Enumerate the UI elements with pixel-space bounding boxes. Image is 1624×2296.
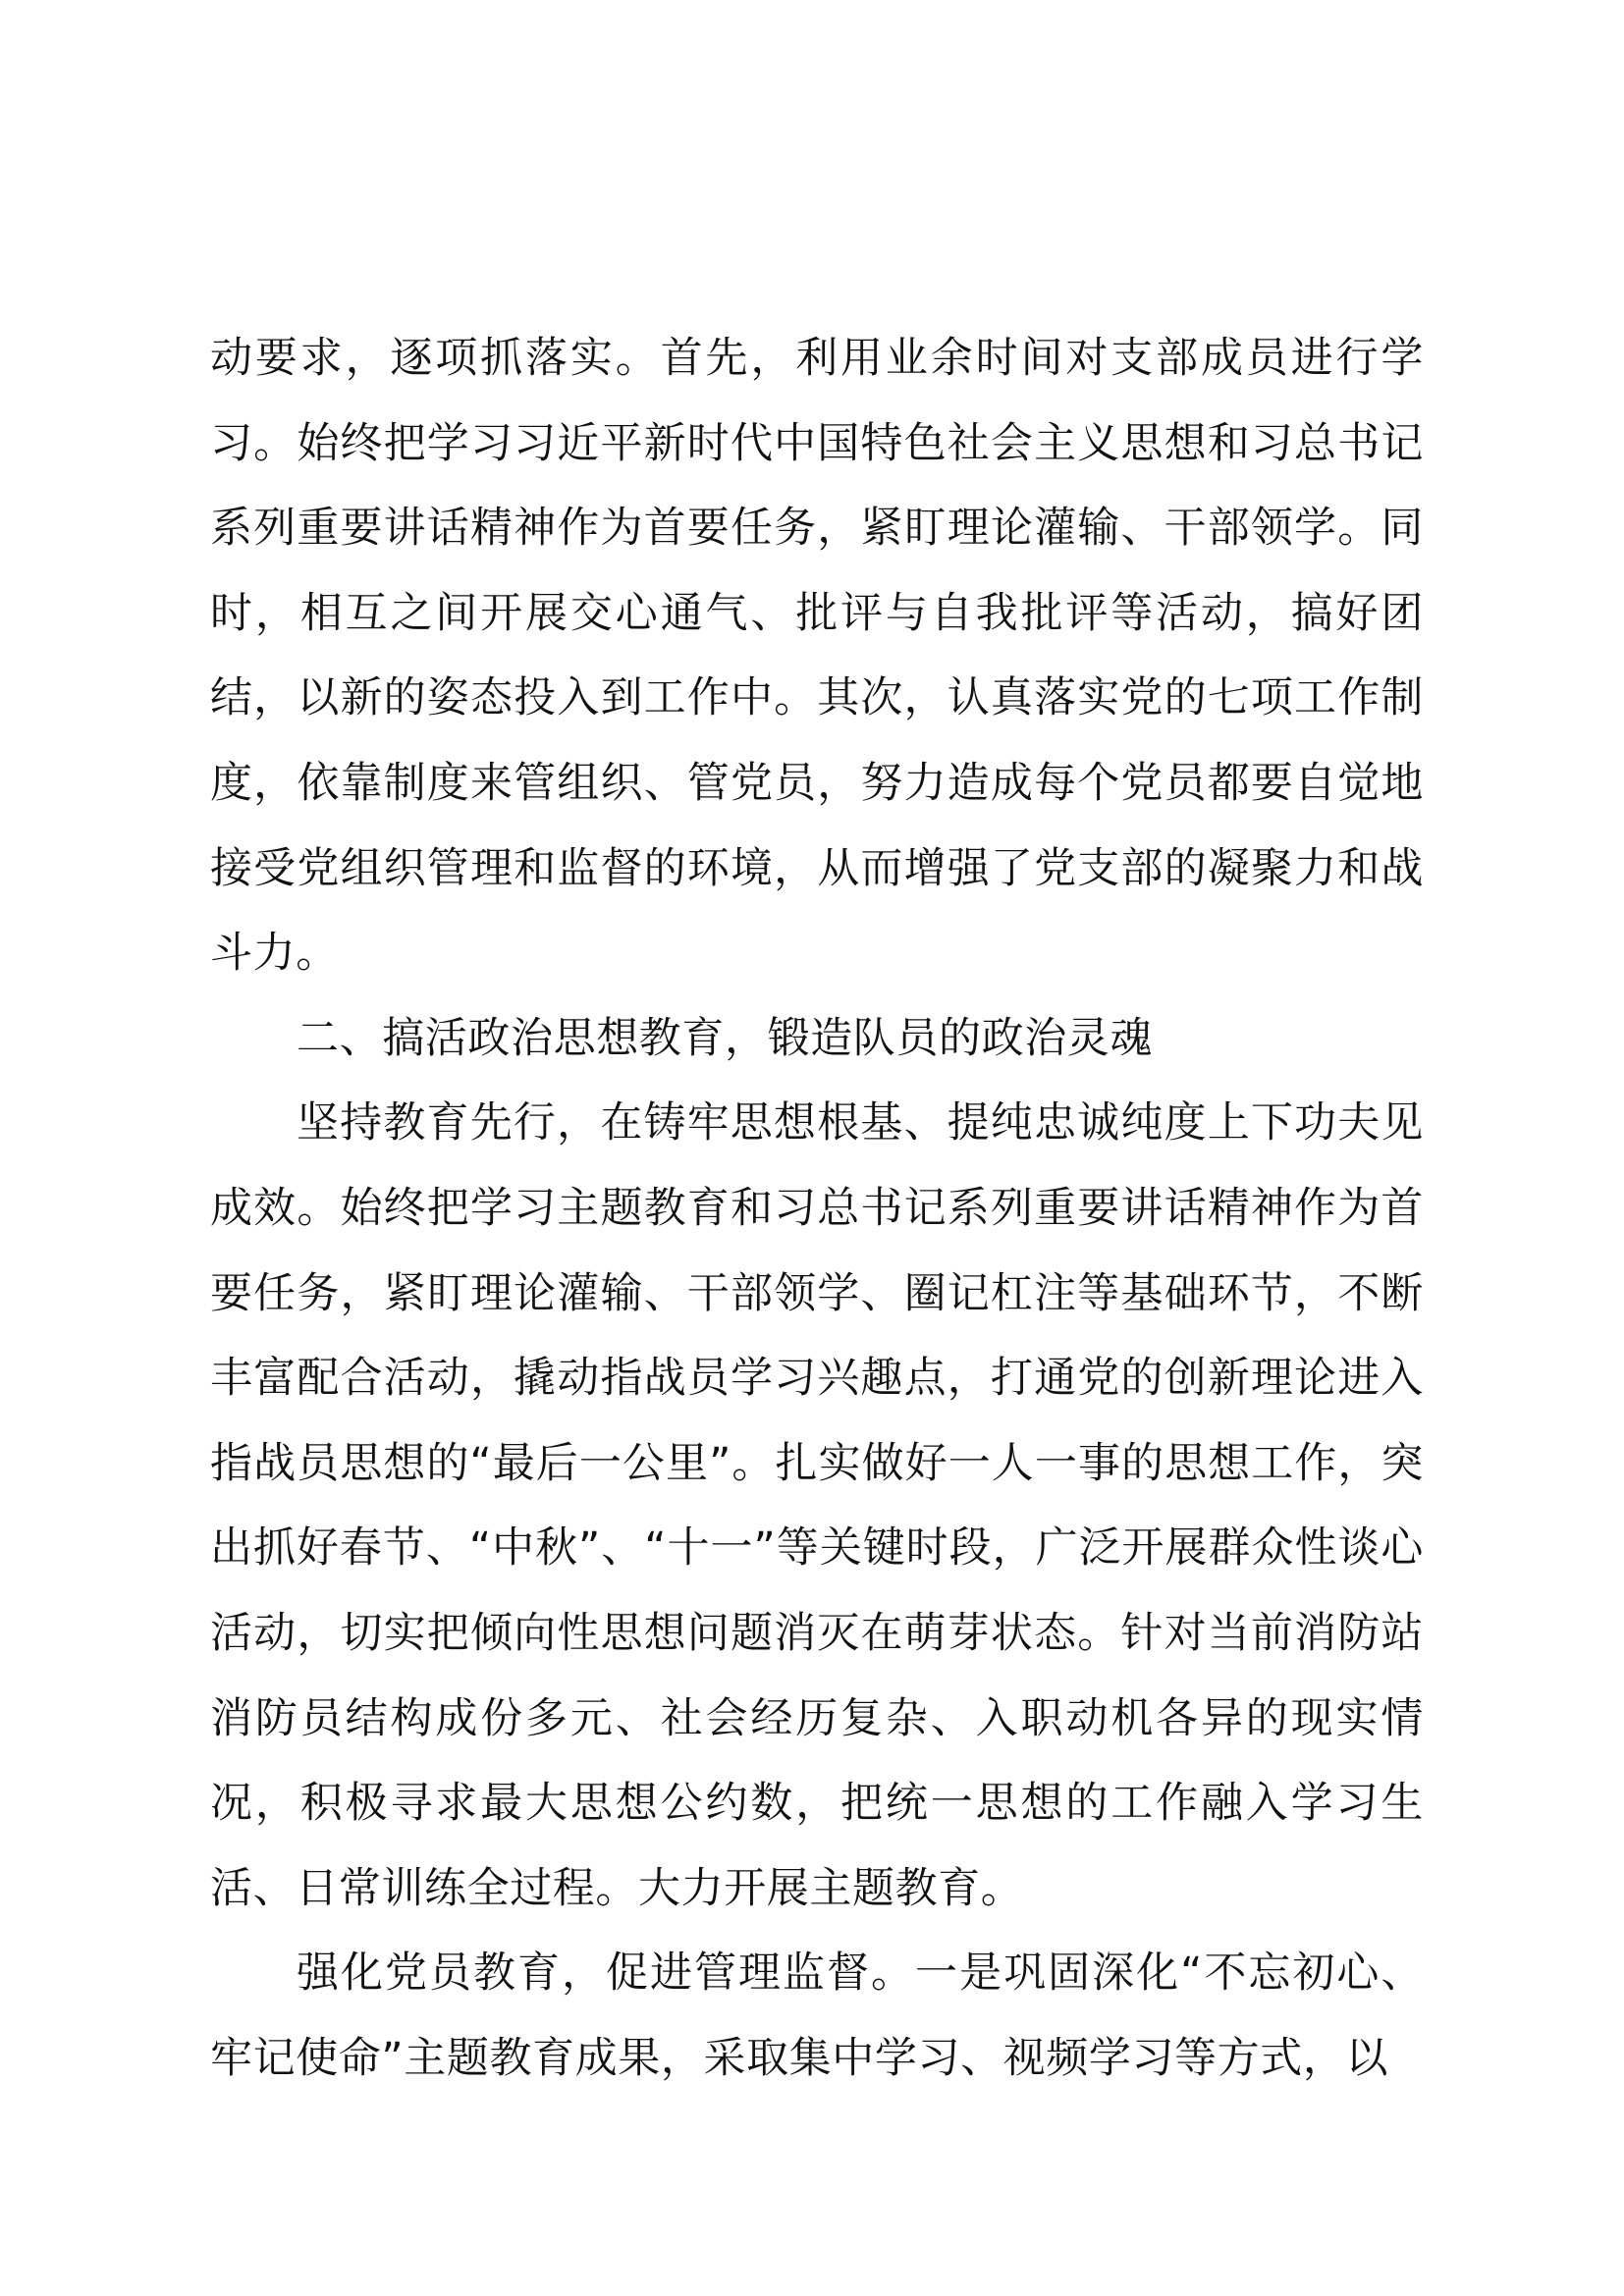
paragraph-education-first: 坚持教育先行，在铸牢思想根基、提纯忠诚纯度上下功夫见成效。始终把学习主题教育和习总书记系列重要讲话精神作为首要任务，紧盯理论灌输、干部领学、圈记杠注等基础环节，不断丰富配合活动，撬动指战员学习兴趣点，打通党的创新理论进入指战员思想的“最后一公里”。扎实做好一人一事的思想工作，突出抓好春节、“中秋”、“十一”等关键时段，广泛开展群众性谈心活动，切实把倾向性思想问题消灭在萌芽状态。针对当前消防站消防员结构成份多元、社会经历复杂、入职动机各异的现实情况，积极寻求最大思想公约数，把统一思想的工作融入学习生活、日常训练全过程。大力开展主题教育。 xyxy=(210,1098,1424,1913)
paragraph-party-member-education: 强化党员教育，促进管理监督。一是巩固深化“不忘初心、牢记使命”主题教育成果，采取集中学习、视频学习等方式，以 xyxy=(210,1949,1424,2083)
section-heading-political-education: 二、搞活政治思想教育，锻造队员的政治灵魂 xyxy=(297,1013,1153,1063)
paragraph-continued-party-branch-study: 动要求，逐项抓落实。首先，利用业余时间对支部成员进行学习。始终把学习习近平新时代中国特色社会主义思想和习总书记系列重要讲话精神作为首要任务，紧盯理论灌输、干部领学。同时，相互之间开展交心通气、批评与自我批评等活动，搞好团结，以新的姿态投入到工作中。其次，认真落实党的七项工作制度，依靠制度来管组织、管党员，努力造成每个党员都要自觉地接受党组织管理和监督的环境，从而增强了党支部的凝聚力和战斗力。 xyxy=(210,334,1424,979)
document-page xyxy=(210,316,1424,2101)
